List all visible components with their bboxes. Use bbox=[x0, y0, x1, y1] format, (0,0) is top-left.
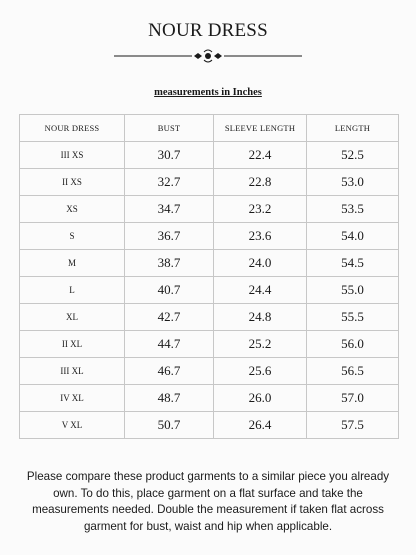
length-cell: 55.0 bbox=[307, 277, 399, 304]
bust-cell: 40.7 bbox=[125, 277, 214, 304]
bust-cell: 32.7 bbox=[125, 169, 214, 196]
size-cell: XL bbox=[20, 304, 125, 331]
size-cell: II XL bbox=[20, 331, 125, 358]
sleeve-length-cell: 23.2 bbox=[214, 196, 307, 223]
column-header-sleeve-length: SLEEVE LENGTH bbox=[214, 115, 307, 142]
size-cell: M bbox=[20, 250, 125, 277]
table-row bbox=[20, 223, 399, 250]
measuring-instructions: Please compare these product garments to a similar piece you already own. To do this, place garment on a flat surface and take the measurements needed. Double the measurement if taken flat across garment for bust, waist and hip when applicable. bbox=[26, 470, 390, 533]
sleeve-length-cell: 23.6 bbox=[214, 223, 307, 250]
bust-cell: 46.7 bbox=[125, 358, 214, 385]
size-cell: XS bbox=[20, 196, 125, 223]
table-row bbox=[20, 331, 399, 358]
length-cell: 56.0 bbox=[307, 331, 399, 358]
table-row bbox=[20, 412, 399, 439]
bust-cell: 38.7 bbox=[125, 250, 214, 277]
sleeve-length-cell: 25.2 bbox=[214, 331, 307, 358]
column-header-size: NOUR DRESS bbox=[20, 115, 125, 142]
length-cell: 52.5 bbox=[307, 142, 399, 169]
table-row bbox=[20, 358, 399, 385]
length-cell: 57.5 bbox=[307, 412, 399, 439]
size-cell: IV XL bbox=[20, 385, 125, 412]
bust-cell: 44.7 bbox=[125, 331, 214, 358]
table-row bbox=[20, 385, 399, 412]
sleeve-length-cell: 26.0 bbox=[214, 385, 307, 412]
length-cell: 54.0 bbox=[307, 223, 399, 250]
size-cell: L bbox=[20, 277, 125, 304]
sleeve-length-cell: 22.8 bbox=[214, 169, 307, 196]
table-row bbox=[20, 169, 399, 196]
length-cell: 53.0 bbox=[307, 169, 399, 196]
bust-cell: 34.7 bbox=[125, 196, 214, 223]
length-cell: 56.5 bbox=[307, 358, 399, 385]
sleeve-length-cell: 22.4 bbox=[214, 142, 307, 169]
bust-cell: 42.7 bbox=[125, 304, 214, 331]
length-cell: 54.5 bbox=[307, 250, 399, 277]
sleeve-length-cell: 24.4 bbox=[214, 277, 307, 304]
length-cell: 55.5 bbox=[307, 304, 399, 331]
column-header-bust: BUST bbox=[125, 115, 214, 142]
bust-cell: 30.7 bbox=[125, 142, 214, 169]
fleur-divider-ornament-icon bbox=[114, 49, 302, 63]
table-row bbox=[20, 277, 399, 304]
size-cell: II XS bbox=[20, 169, 125, 196]
size-cell: V XL bbox=[20, 412, 125, 439]
sleeve-length-cell: 25.6 bbox=[214, 358, 307, 385]
table-row bbox=[20, 250, 399, 277]
sleeve-length-cell: 24.8 bbox=[214, 304, 307, 331]
sleeve-length-cell: 24.0 bbox=[214, 250, 307, 277]
size-cell: III XS bbox=[20, 142, 125, 169]
table-row bbox=[20, 142, 399, 169]
size-cell: S bbox=[20, 223, 125, 250]
length-cell: 57.0 bbox=[307, 385, 399, 412]
table-row bbox=[20, 196, 399, 223]
bust-cell: 50.7 bbox=[125, 412, 214, 439]
sleeve-length-cell: 26.4 bbox=[214, 412, 307, 439]
bust-cell: 48.7 bbox=[125, 385, 214, 412]
size-chart-table bbox=[19, 114, 399, 439]
length-cell: 53.5 bbox=[307, 196, 399, 223]
column-header-length: LENGTH bbox=[307, 115, 399, 142]
table-header-row bbox=[20, 115, 399, 142]
table-row bbox=[20, 304, 399, 331]
bust-cell: 36.7 bbox=[125, 223, 214, 250]
measurement-unit-caption: measurements in Inches bbox=[154, 87, 262, 98]
page-title: NOUR DRESS bbox=[148, 20, 268, 41]
size-cell: III XL bbox=[20, 358, 125, 385]
